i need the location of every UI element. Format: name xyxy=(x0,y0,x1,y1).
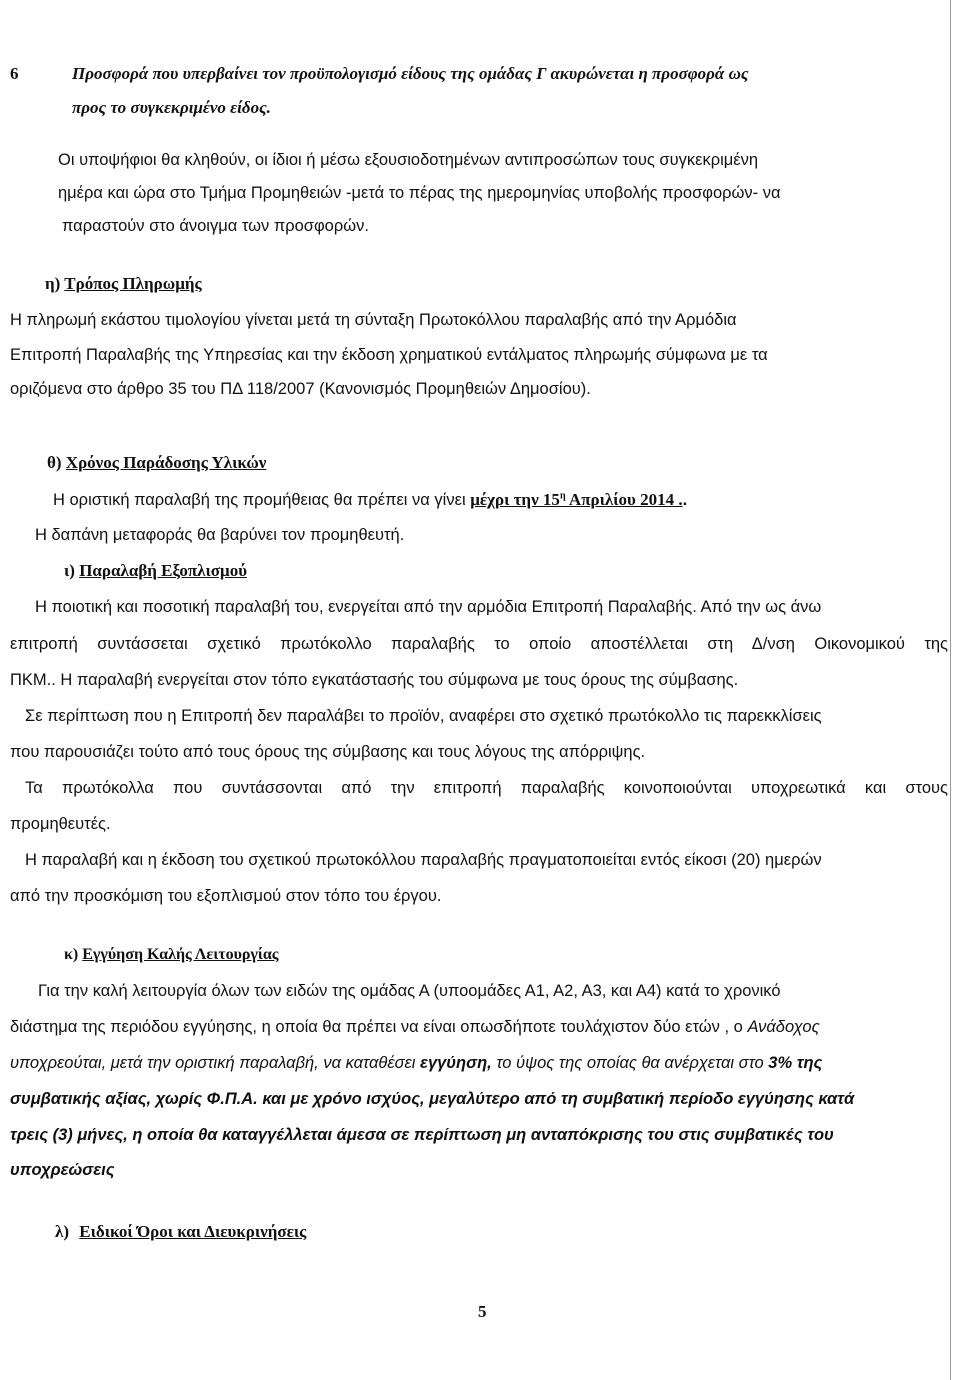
opening-line-3: παραστούν στο άνοιγμα των προσφορών. xyxy=(62,217,369,235)
warranty-text: διάστημα της περιόδου εγγύησης, η οποία θα πρέπει να είναι οπωσδήποτε τουλάχιστον δύο ετών , ο xyxy=(10,1018,748,1036)
warranty-line-2 xyxy=(10,1017,948,1037)
section-title: Παραλαβή Εξοπλισμού xyxy=(79,561,248,580)
section-title: Χρόνος Παράδοσης Υλικών xyxy=(65,453,267,472)
item-6-text-line-2: προς το συγκεκριμένο είδος. xyxy=(72,98,271,117)
receipt-line-4: Σε περίπτωση που η Επιτροπή δεν παραλάβει το προϊόν, αναφέρει στο σχετικό πρωτόκολλο τις παρεκκλίσεις xyxy=(25,707,822,725)
receipt-line-5: που παρουσιάζει τούτο από τους όρους της σύμβασης και τους λόγους της απόρριψης. xyxy=(10,743,646,761)
delivery-text: Η οριστική παραλαβή της προμήθειας θα πρέπει να γίνει xyxy=(53,491,471,509)
deadline-month-year: Απριλίου 2014 . xyxy=(565,490,683,509)
warranty-guarantee: εγγύηση, xyxy=(420,1054,492,1072)
warranty-line-3 xyxy=(10,1053,948,1073)
deadline-ordinal: η xyxy=(559,490,566,502)
section-heading xyxy=(45,274,202,294)
section-heading xyxy=(64,561,247,581)
section-marker: κ) xyxy=(64,946,79,963)
warranty-line-5: τρεις (3) μήνες, η οποία θα καταγγέλλεται άμεσα σε περίπτωση μη ανταπόκρισης του στις συμβατικές του xyxy=(10,1126,834,1144)
receipt-line-2: επιτροπή συντάσσεται σχετικό πρωτόκολλο παραλαβής το οποίο αποστέλλεται στη Δ/νση Οικονομικού της xyxy=(10,635,948,653)
section-heading xyxy=(55,1222,306,1242)
section-title: Εγγύηση Καλής Λειτουργίας xyxy=(82,946,279,963)
receipt-line-8: Η παραλαβή και η έκδοση του σχετικού πρωτοκόλλου παραλαβής πραγματοποιείται εντός είκοσι (20) ημερών xyxy=(25,851,822,869)
item-number: 6 xyxy=(10,64,19,83)
payment-line-1: Η πληρωμή εκάστου τιμολογίου γίνεται μετά τη σύνταξη Πρωτοκόλλου παραλαβής από την Αρμόδια xyxy=(10,311,737,329)
section-marker: ι) xyxy=(64,561,75,580)
receipt-line-7: προμηθευτές. xyxy=(10,815,111,833)
section-heading xyxy=(47,453,266,473)
section-heading xyxy=(64,945,279,965)
delivery-line-1 xyxy=(53,490,687,510)
receipt-line-1: Η ποιοτική και ποσοτική παραλαβή του, ενεργείται από την αρμόδια Επιτροπή Παραλαβής. Από την ως άνω xyxy=(35,598,822,616)
receipt-line-9: από την προσκόμιση του εξοπλισμού στον τόπο του έργου. xyxy=(10,887,442,905)
receipt-line-3: ΠΚΜ.. Η παραλαβή ενεργείται στον τόπο εγκατάστασής του σύμφωνα με τους όρους της σύμβασης. xyxy=(10,671,739,689)
delivery-tail: . xyxy=(682,491,688,509)
opening-line-1: Οι υποψήφιοι θα κληθούν, οι ίδιοι ή μέσω εξουσιοδοτημένων αντιπροσώπων τους συγκεκριμένη xyxy=(58,151,759,169)
warranty-contractor: Ανάδοχος xyxy=(747,1018,820,1036)
warranty-text: υποχρεούται, μετά την οριστική παραλαβή, να καταθέσει xyxy=(10,1054,421,1072)
payment-line-2: Επιτροπή Παραλαβής της Υπηρεσίας και την έκδοση χρηματικού εντάλματος πληρωμής σύμφωνα με τα xyxy=(10,346,768,364)
deadline-day: μέχρι την 15 xyxy=(470,490,560,509)
section-marker: η) xyxy=(45,274,61,293)
section-marker: θ) xyxy=(47,453,62,472)
warranty-line-4: συμβατικής αξίας, χωρίς Φ.Π.Α. και με χρόνο ισχύος, μεγαλύτερο από τη συμβατική περίοδο εγγύησης κατά xyxy=(10,1090,855,1108)
warranty-line-1: Για την καλή λειτουργία όλων των ειδών της ομάδας Α (υποομάδες Α1, Α2, Α3, και Α4) κατά το χρονικό xyxy=(38,982,781,1000)
warranty-percentage: 3% της xyxy=(768,1054,823,1072)
delivery-line-2: Η δαπάνη μεταφοράς θα βαρύνει τον προμηθευτή. xyxy=(35,526,405,544)
item-6-text-line-1: Προσφορά που υπερβαίνει τον προϋπολογισμό είδους της ομάδας Γ ακυρώνεται η προσφορά ως xyxy=(72,64,749,83)
delivery-deadline xyxy=(470,490,682,509)
opening-line-2: ημέρα και ώρα στο Τμήμα Προμηθειών -μετά το πέρας της ημερομηνίας υποβολής προσφορών- να xyxy=(58,184,781,202)
warranty-text: το ύψος της οποίας θα ανέρχεται στο xyxy=(491,1054,769,1072)
section-title: Ειδικοί Όροι και Διευκρινήσεις xyxy=(79,1222,307,1241)
page-right-border xyxy=(950,0,951,1380)
section-marker: λ) xyxy=(55,1222,70,1241)
section-title: Τρόπος Πληρωμής xyxy=(64,274,202,293)
receipt-line-6: Τα πρωτόκολλα που συντάσσονται από την επιτροπή παραλαβής κοινοποιούνται υποχρεωτικά και στους xyxy=(25,779,948,797)
page-number: 5 xyxy=(478,1302,487,1321)
warranty-line-6: υποχρεώσεις xyxy=(10,1161,115,1179)
payment-line-3: οριζόμενα στο άρθρο 35 του ΠΔ 118/2007 (Κανονισμός Προμηθειών Δημοσίου). xyxy=(10,380,591,398)
